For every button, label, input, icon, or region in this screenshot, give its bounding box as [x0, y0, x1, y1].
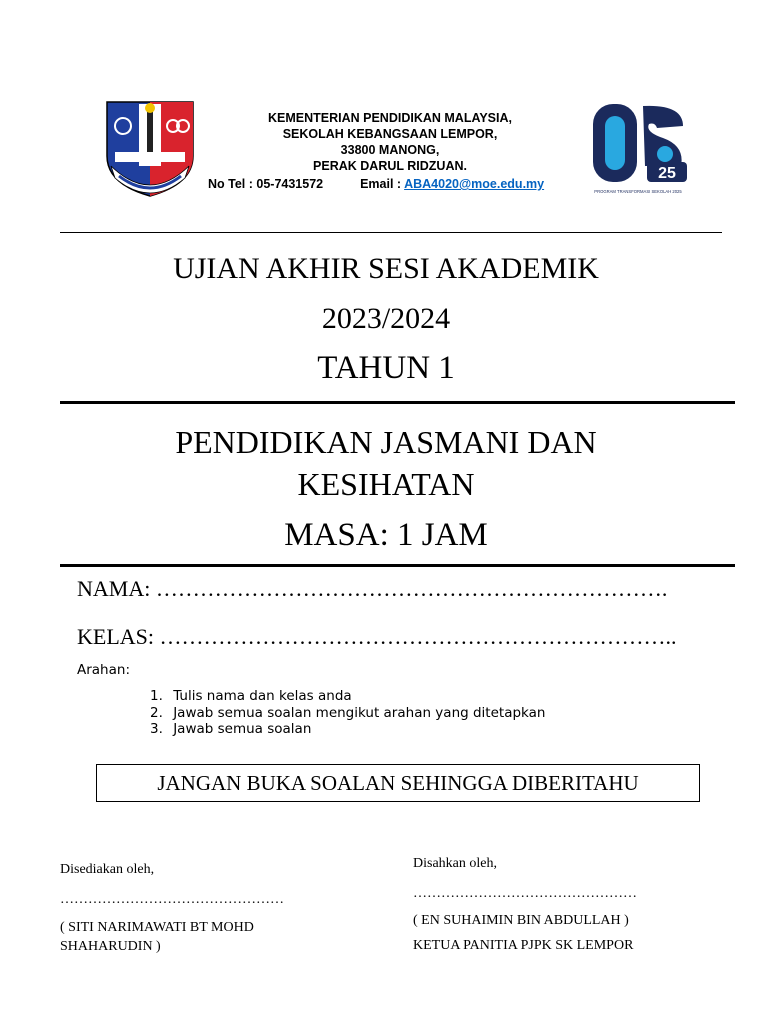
ts-logo-caption: PROGRAM TRANSFORMASI SEKOLAH 2025 [594, 189, 682, 194]
header-contact [208, 177, 544, 191]
instruction-item [150, 721, 311, 737]
prepared-name-line2: SHAHARUDIN ) [60, 939, 161, 954]
header-state: PERAK DARUL RIDZUAN. [313, 159, 467, 173]
subject-divider [60, 564, 735, 567]
ts25-program-logo [585, 96, 691, 196]
school-crest-logo [101, 96, 199, 199]
header-postcode-town: 33800 MANONG, [340, 143, 440, 157]
name-field[interactable]: NAMA: ……………………………………………………………. [77, 576, 668, 601]
approved-name-line2: KETUA PANITIA PJPK SK LEMPOR [413, 938, 634, 953]
instruction-item [150, 705, 545, 721]
prepared-by-label: Disediakan oleh, [60, 862, 155, 877]
header-phone: No Tel : 05-7431572 [208, 177, 324, 191]
instruction-text: Jawab semua soalan [173, 721, 312, 737]
instruction-number: 3. [150, 721, 163, 737]
instruction-text: Tulis nama dan kelas anda [173, 688, 352, 704]
prepared-signature-line: ………………………………………… [60, 892, 284, 907]
header-email-link[interactable]: ABA4020@moe.edu.my [404, 177, 545, 191]
approved-signature-line: ………………………………………… [413, 886, 637, 901]
notice-box [96, 764, 700, 802]
header-email-label: Email : [360, 177, 402, 191]
ts-logo-number: 25 [658, 165, 676, 182]
notice-text: JANGAN BUKA SOALAN SEHINGGA DIBERITAHU [157, 771, 639, 795]
prepared-name-line1: ( SITI NARIMAWATI BT MOHD [60, 920, 254, 935]
header-divider [60, 232, 722, 233]
header-school: SEKOLAH KEBANGSAAN LEMPOR, [282, 127, 498, 141]
instructions-heading: Arahan: [77, 662, 130, 678]
exam-title: UJIAN AKHIR SESI AKADEMIK [173, 252, 599, 285]
instruction-item [150, 688, 352, 704]
instruction-number: 2. [150, 705, 163, 721]
exam-grade: TAHUN 1 [317, 350, 455, 386]
exam-year: 2023/2024 [321, 302, 451, 335]
instruction-number: 1. [150, 688, 163, 704]
subject-line2: KESIHATAN [297, 466, 475, 502]
title-divider [60, 401, 735, 404]
approved-by-label: Disahkan oleh, [413, 856, 497, 871]
subject-line1: PENDIDIKAN JASMANI DAN [175, 424, 597, 460]
instruction-text: Jawab semua soalan mengikut arahan yang ditetapkan [173, 705, 546, 721]
approved-name-line1: ( EN SUHAIMIN BIN ABDULLAH ) [413, 913, 629, 928]
class-field[interactable]: KELAS: …………………………………………………………….. [77, 624, 677, 649]
header-ministry: KEMENTERIAN PENDIDIKAN MALAYSIA, [267, 111, 512, 125]
exam-duration: MASA: 1 JAM [284, 517, 488, 553]
